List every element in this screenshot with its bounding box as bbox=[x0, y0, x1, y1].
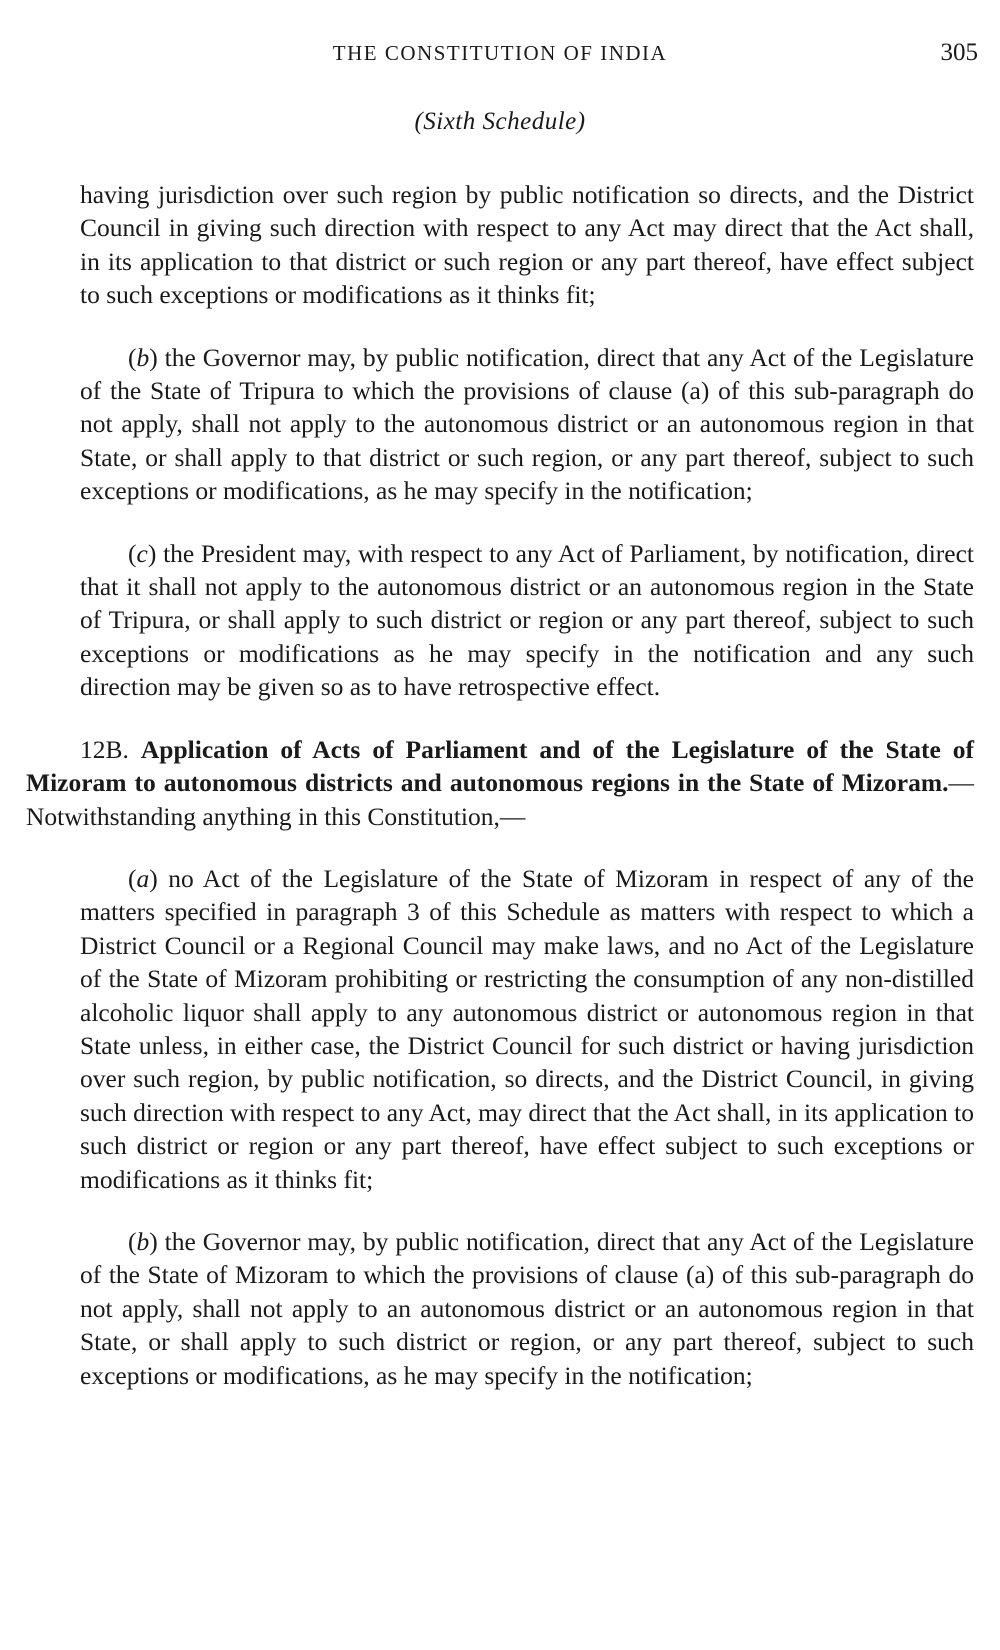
clause-b-tripura bbox=[26, 341, 974, 508]
paragraph-text: having jurisdiction over such region by public notification so directs, and the District Council in giving such direction with respect to any Act may direct that the Act shall, in its application to that district or such region or any part thereof, have effect subject to such exceptions or modifications as it thinks fit; bbox=[80, 180, 974, 310]
clause-b-mizoram bbox=[26, 1225, 974, 1392]
clause-c-tripura bbox=[26, 537, 974, 704]
clause-marker: c bbox=[136, 538, 148, 568]
body-text bbox=[26, 178, 974, 1421]
page-number: 305 bbox=[940, 39, 978, 66]
clause-text: no Act of the Legislature of the State of Mizoram in respect of any of the matters specified in paragraph 3 of this Schedule as matters with respect to which a District Council or a Regional Council may make laws, and no Act of the Legislature of the State of Mizoram prohibiting or restricting the consumption of any non-distilled alcoholic liquor shall apply to any autonomous district or autonomous region in that State unless, in either case, the District Council for such district or having jurisdiction over such region, by public notification, so directs, and the District Council, in giving such direction with respect to any Act, may direct that the Act shall, in its application to such district or region or any part thereof, have effect subject to such exceptions or modifications as it thinks fit; bbox=[80, 863, 974, 1194]
clause-open-paren: ( bbox=[128, 538, 137, 568]
clause-a-mizoram bbox=[26, 862, 974, 1196]
running-title: THE CONSTITUTION OF INDIA bbox=[332, 41, 668, 65]
continuation-paragraph bbox=[26, 178, 974, 312]
section-12b bbox=[26, 733, 974, 833]
running-header bbox=[0, 36, 1000, 70]
section-heading: Application of Acts of Parliament and of the Legislature of the State of Mizoram to autonomous districts and autonomous regions in the State of Mizoram. bbox=[26, 734, 975, 798]
clause-marker: b bbox=[136, 1226, 150, 1256]
clause-close-paren: ) bbox=[149, 342, 158, 372]
clause-open-paren: ( bbox=[128, 342, 137, 372]
clause-text: the Governor may, by public notification, direct that any Act of the Legislature of the State of Mizoram to which the provisions of clause (a) of this sub-paragraph do not apply, shall not apply to an autonomous district or an autonomous region in that State, or shall apply to such district or region, or any part thereof, subject to such exceptions or modifications, as he may specify in the notification; bbox=[80, 1226, 974, 1390]
clause-close-paren: ) bbox=[149, 1226, 158, 1256]
section-number: 12B. bbox=[80, 734, 129, 764]
clause-text: the President may, with respect to any Act of Parliament, by notification, direct that it shall not apply to the autonomous district or an autonomous region in the State of Tripura, or shall apply to such district or region or any part thereof, subject to such exceptions or modifications as he may specify in the notification and any such direction may be given so as to have retrospective effect. bbox=[80, 538, 975, 702]
section-intro-text: —Notwithstanding anything in this Constitution,— bbox=[26, 768, 974, 831]
clause-open-paren: ( bbox=[128, 863, 137, 893]
clause-open-paren: ( bbox=[128, 1226, 137, 1256]
clause-marker: a bbox=[136, 863, 150, 893]
schedule-label: (Sixth Schedule) bbox=[414, 108, 586, 135]
clause-close-paren: ) bbox=[147, 538, 157, 568]
clause-close-paren: ) bbox=[149, 863, 158, 893]
clause-text: the Governor may, by public notification, direct that any Act of the Legislature of the State of Tripura to which the provisions of clause (a) of this sub-paragraph do not apply, shall not apply to the autonomous district or an autonomous region in that State, or shall apply to that district or such region, or any part thereof, subject to such exceptions or modifications, as he may specify in the notification; bbox=[80, 342, 974, 506]
clause-marker: b bbox=[136, 342, 150, 372]
